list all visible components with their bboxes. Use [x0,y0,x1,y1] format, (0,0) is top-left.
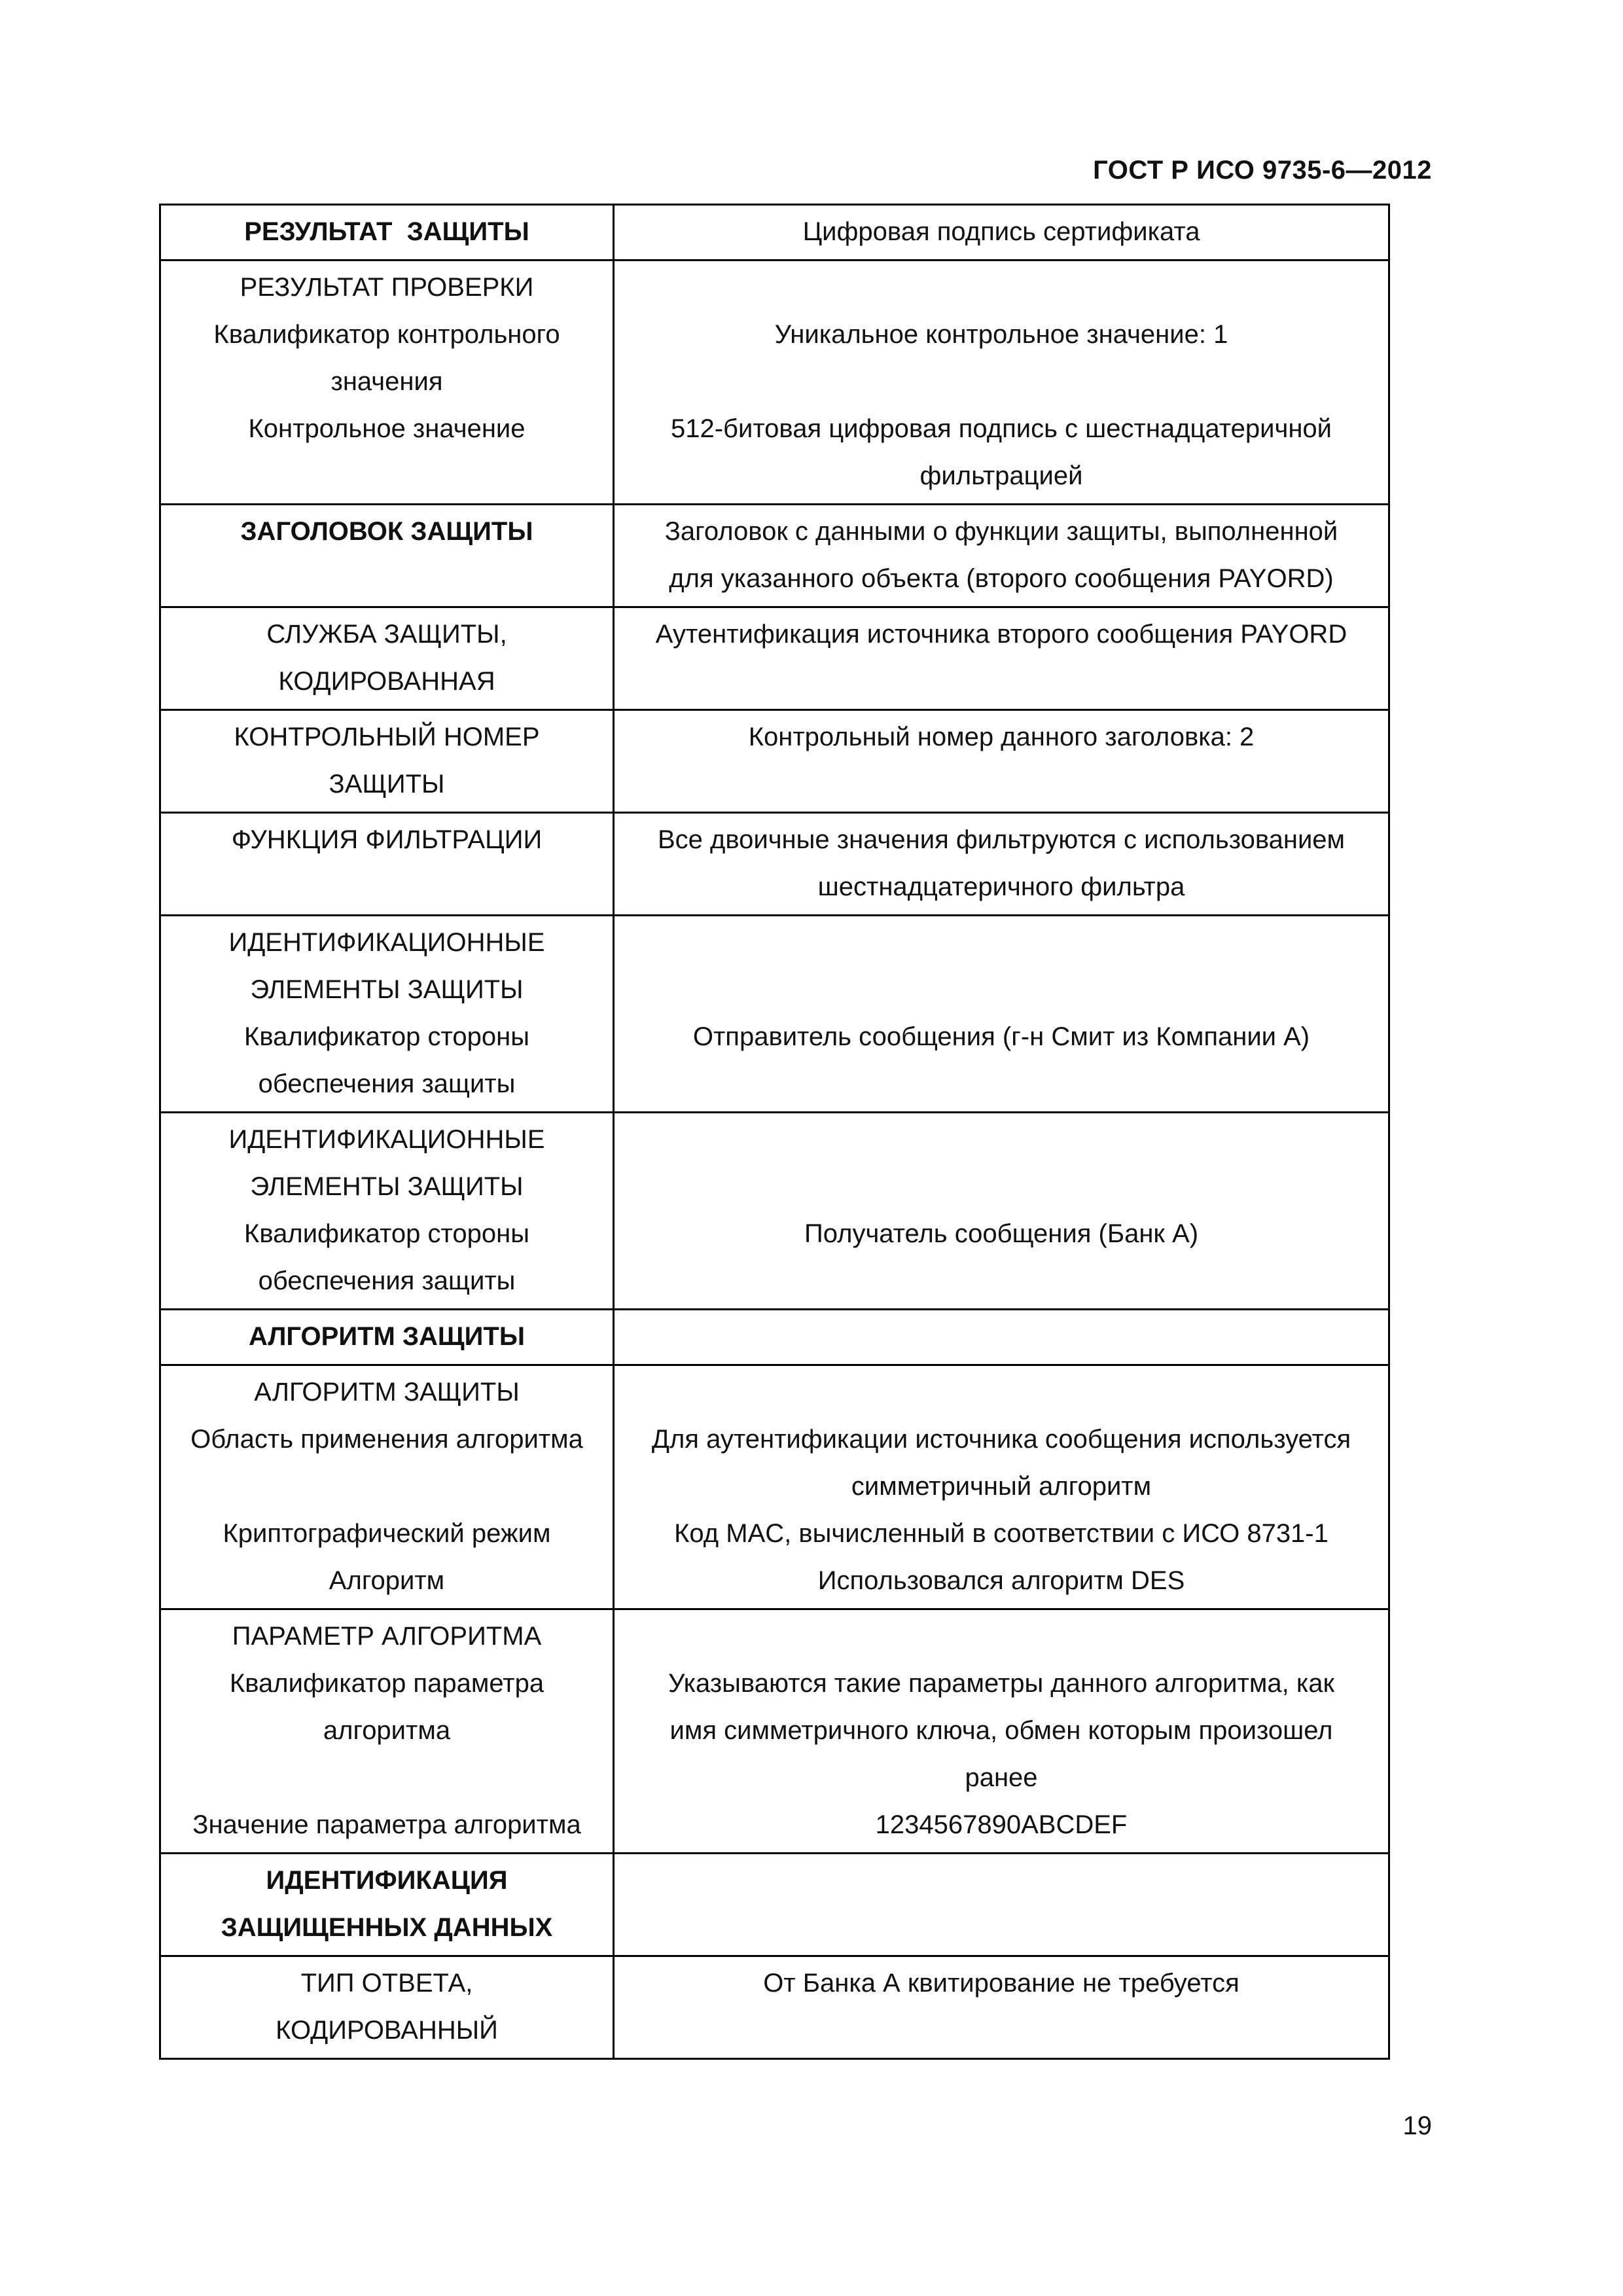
segment-description-line: 512-битовая цифровая подпись с шестнадцатеричной [671,414,1332,443]
segment-description-line: Код MAC, вычисленный в соответствии с ИСО 8731-1 [674,1519,1329,1548]
segment-name-line: обеспечения защиты [258,1266,516,1295]
segment-description-line [621,658,1382,705]
segment-name-line: КОДИРОВАННАЯ [278,667,495,696]
segment-description-line [621,1904,1382,1951]
segment-name-line: ЭЛЕМЕНТЫ ЗАЩИТЫ [250,975,524,1004]
segment-description-cell [614,916,1389,1113]
table-row [160,710,1389,813]
segment-description-line [621,264,1382,311]
segment-name-cell [160,1956,614,2059]
segment-name-line: ИДЕНТИФИКАЦИОННЫЕ [228,928,545,957]
segment-name-line [168,1754,606,1801]
segment-description-line: ранее [965,1763,1038,1792]
segment-description-cell [614,1609,1389,1854]
segment-description-line: симметричный алгоритм [851,1472,1152,1501]
segment-name-line: ЗАЩИЩЕННЫХ ДАННЫХ [221,1913,553,1942]
segment-description-cell [614,260,1389,505]
segment-name-cell [160,1609,614,1854]
segment-description-line [621,1116,1382,1163]
table-body [160,205,1389,2059]
segment-name-line: Квалификатор контрольного [213,320,560,349]
segment-description-line [621,1163,1382,1210]
segment-description-line [621,358,1382,405]
table-row [160,916,1389,1113]
segment-name-line: РЕЗУЛЬТАТ ПРОВЕРКИ [240,273,534,302]
segment-name-cell [160,260,614,505]
segment-description-line [621,1313,1382,1360]
document-standard-header: ГОСТ Р ИСО 9735-6—2012 [1093,156,1432,185]
segment-description-line: Использовался алгоритм DES [817,1566,1185,1595]
table-row [160,505,1389,607]
segment-name-line: Квалификатор параметра [229,1669,544,1698]
table-row [160,1113,1389,1310]
segment-description-line [621,1369,1382,1416]
segment-description-line: Получатель сообщения (Банк А) [804,1219,1199,1248]
segment-name-line: Алгоритм [329,1566,445,1595]
segment-name-line: Квалификатор стороны [244,1219,529,1248]
segment-name-line: обеспечения защиты [258,1069,516,1098]
segment-description-line [621,919,1382,966]
table-row [160,205,1389,260]
segment-name-line: Квалификатор стороны [244,1022,529,1051]
segment-description-line: Цифровая подпись сертификата [802,217,1200,246]
segment-description-line: 1234567890ABCDEF [875,1810,1128,1839]
segment-name-cell [160,607,614,710]
segment-description-cell [614,1310,1389,1365]
segment-name-line [168,452,606,499]
segment-description-line: Все двоичные значения фильтруются с использованием [657,825,1346,854]
segment-description-line: Аутентификация источника второго сообщения PAYORD [655,620,1347,649]
segment-description-line: для указанного объекта (второго сообщения PAYORD) [669,564,1334,593]
segment-name-cell [160,916,614,1113]
segment-name-line [168,1463,606,1510]
table-row [160,1365,1389,1609]
segment-name-cell [160,1310,614,1365]
segment-description-line: фильтрацией [919,461,1083,490]
segment-description-line [621,1257,1382,1304]
segment-name-cell [160,813,614,916]
segment-name-cell [160,1365,614,1609]
table-row [160,1956,1389,2059]
segment-name-line: АЛГОРИТМ ЗАЩИТЫ [248,1322,526,1351]
segment-description-line: Уникальное контрольное значение: 1 [774,320,1228,349]
segment-description-cell [614,1113,1389,1310]
segment-description-cell [614,1956,1389,2059]
segment-description-line: Отправитель сообщения (г-н Смит из Компании А) [692,1022,1310,1051]
segment-name-line: Область применения алгоритма [190,1425,583,1454]
segment-name-line: ИДЕНТИФИКАЦИЯ [266,1866,508,1895]
segment-description-line: шестнадцатеричного фильтра [817,872,1185,901]
segment-description-cell [614,205,1389,260]
segment-description-line: имя симметричного ключа, обмен которым произошел [669,1716,1333,1745]
segment-description-line [621,1857,1382,1904]
table-row [160,813,1389,916]
segment-description-line [621,1060,1382,1107]
segment-name-cell [160,505,614,607]
segment-name-line: ИДЕНТИФИКАЦИОННЫЕ [228,1125,545,1154]
segment-name-line: КОДИРОВАННЫЙ [276,2016,498,2045]
segment-description-cell [614,505,1389,607]
segment-name-cell [160,205,614,260]
segment-name-line: ЭЛЕМЕНТЫ ЗАЩИТЫ [250,1172,524,1201]
segment-name-cell [160,710,614,813]
segment-description-line: От Банка А квитирование не требуется [763,1969,1240,1998]
segment-name-line: алгоритма [323,1716,451,1745]
segment-description-line: Для аутентификации источника сообщения используется [651,1425,1351,1454]
segment-name-line: ФУНКЦИЯ ФИЛЬТРАЦИИ [231,825,543,854]
segment-name-line: Контрольное значение [248,414,526,443]
page-number: 19 [1402,2111,1432,2140]
segment-description-line: Заголовок с данными о функции защиты, выполненной [664,517,1338,546]
segment-name-cell [160,1113,614,1310]
segment-name-line [168,555,606,602]
segment-description-cell [614,710,1389,813]
segment-name-line: СЛУЖБА ЗАЩИТЫ, [266,620,507,649]
segment-name-line: ПАРАМЕТР АЛГОРИТМА [232,1622,542,1651]
segment-description-line: Контрольный номер данного заголовка: 2 [748,723,1255,751]
segment-name-line: АЛГОРИТМ ЗАЩИТЫ [254,1378,520,1407]
segment-description-line [621,761,1382,808]
segment-description-cell [614,607,1389,710]
segment-name-line: Значение параметра алгоритма [192,1810,581,1839]
table-row [160,1310,1389,1365]
segment-description-line [621,966,1382,1013]
segment-name-line: Криптографический режим [223,1519,551,1548]
segment-description-cell [614,1854,1389,1956]
table-row [160,607,1389,710]
segment-name-line: ЗАГОЛОВОК ЗАЩИТЫ [240,517,533,546]
segment-name-line: ЗАЩИТЫ [329,770,445,798]
table-row [160,1854,1389,1956]
segment-description-line [621,2007,1382,2054]
segment-description-cell [614,813,1389,916]
segment-name-line: ТИП ОТВЕТА, [300,1969,473,1998]
segment-name-line: значения [330,367,443,396]
segment-name-cell [160,1854,614,1956]
segment-description-line: Указываются такие параметры данного алгоритма, как [668,1669,1334,1698]
segment-name-line: КОНТРОЛЬНЫЙ НОМЕР [234,723,540,751]
table-row [160,260,1389,505]
segment-name-line [168,863,606,910]
table-row [160,1609,1389,1854]
security-segments-table [159,204,1390,2060]
segment-description-line [621,1613,1382,1660]
segment-description-cell [614,1365,1389,1609]
segment-name-line: РЕЗУЛЬТАТ ЗАЩИТЫ [244,217,529,246]
